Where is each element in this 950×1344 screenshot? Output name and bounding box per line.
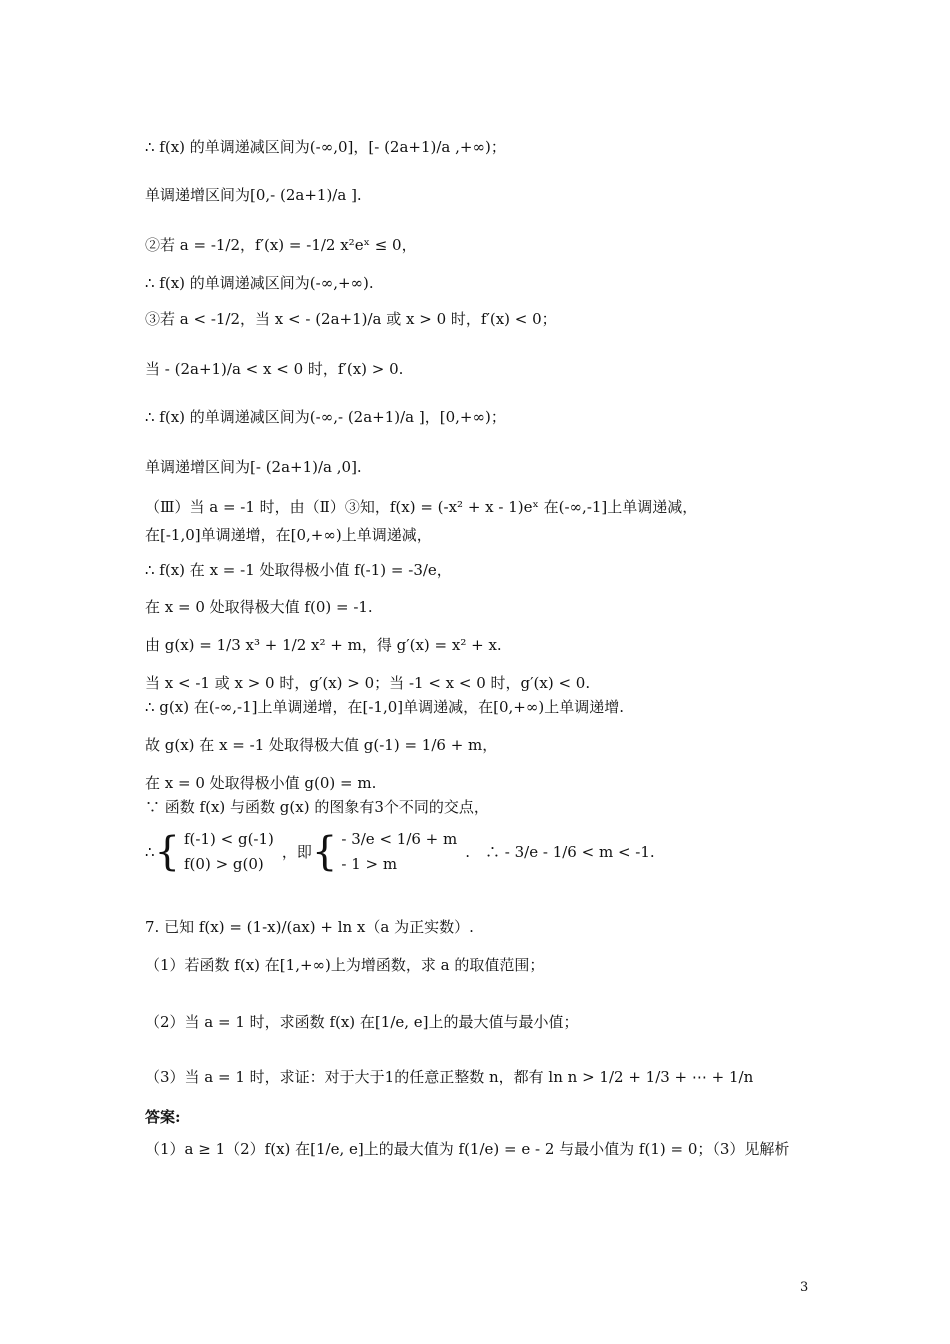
text-line: 在 x = 0 处取得极大值 f(0) = -1. xyxy=(145,598,373,616)
equation-system-row xyxy=(145,829,655,875)
text-line: ∴ f(x) 的单调递减区间为(-∞,- (2a+1)/a ]，[0,+∞)； xyxy=(145,408,506,426)
answer-label: 答案: xyxy=(145,1108,181,1126)
text-line: 在[-1,0]单调递增，在[0,+∞)上单调递减， xyxy=(145,526,432,544)
text-line: 当 - (2a+1)/a < x < 0 时，f′(x) > 0. xyxy=(145,360,404,378)
system-connector: ，即 xyxy=(281,842,312,861)
text-line: 在 x = 0 处取得极小值 g(0) = m. xyxy=(145,774,377,792)
problem-question-2: （2）当 a = 1 时，求函数 f(x) 在[1/e, e]上的最大值与最小值； xyxy=(145,1013,579,1031)
right-system-line: - 1 > m xyxy=(341,855,398,873)
answer-text: （1）a ≥ 1（2）f(x) 在[1/e, e]上的最大值为 f(1/e) = e - 2 与最小值为 f(1) = 0；（3）见解析 xyxy=(145,1140,790,1158)
text-line: ∴ g(x) 在(-∞,-1]上单调递增，在[-1,0]单调递减，在[0,+∞)上单调递增. xyxy=(145,698,624,716)
text-line: （Ⅲ）当 a = -1 时，由（Ⅱ）③知，f(x) = (-x² + x - 1)eˣ 在(-∞,-1]上单调递减， xyxy=(145,498,698,516)
left-system-line: f(0) > g(0) xyxy=(184,855,264,873)
text-line: ∴ f(x) 的单调递减区间为(-∞,+∞). xyxy=(145,274,374,292)
problem-title: 7. 已知 f(x) = (1-x)/(ax) + ln x（a 为正实数）. xyxy=(145,918,474,936)
system-result: . ∴ - 3/e - 1/6 < m < -1. xyxy=(465,842,655,861)
text-line: ∵ 函数 f(x) 与函数 g(x) 的图象有3个不同的交点， xyxy=(145,798,489,816)
text-line: 当 x < -1 或 x > 0 时，g′(x) > 0；当 -1 < x < 0 时，g′(x) < 0. xyxy=(145,674,591,692)
text-line: ③若 a < -1/2，当 x < - (2a+1)/a 或 x > 0 时，f′(x) < 0； xyxy=(145,310,557,328)
left-system xyxy=(184,832,274,872)
left-brace: { xyxy=(154,829,180,875)
text-line: 故 g(x) 在 x = -1 处取得极大值 g(-1) = 1/6 + m， xyxy=(145,736,498,754)
right-system xyxy=(341,832,457,872)
problem-question-3: （3）当 a = 1 时，求证：对于大于1的任意正整数 n，都有 ln n > 1/2 + 1/3 + ⋯ + 1/n xyxy=(145,1068,754,1086)
problem-question-1: （1）若函数 f(x) 在[1,+∞)上为增函数，求 a 的取值范围； xyxy=(145,956,545,974)
text-line: ②若 a = -1/2，f′(x) = -1/2 x²eˣ ≤ 0， xyxy=(145,236,417,254)
text-line: 由 g(x) = 1/3 x³ + 1/2 x² + m，得 g′(x) = x² + x. xyxy=(145,636,502,654)
right-brace: { xyxy=(311,829,338,875)
therefore-symbol: ∴ xyxy=(145,842,155,861)
left-system-line: f(-1) < g(-1) xyxy=(184,830,274,848)
text-line: 单调递增区间为[- (2a+1)/a ,0]. xyxy=(145,458,362,476)
text-line: 单调递增区间为[0,- (2a+1)/a ]. xyxy=(145,186,362,204)
page-number: 3 xyxy=(800,1280,809,1295)
right-system-line: - 3/e < 1/6 + m xyxy=(341,830,458,848)
text-line: ∴ f(x) 的单调递减区间为(-∞,0]，[- (2a+1)/a ,+∞)； xyxy=(145,138,506,156)
text-line: ∴ f(x) 在 x = -1 处取得极小值 f(-1) = -3/e， xyxy=(145,561,452,579)
